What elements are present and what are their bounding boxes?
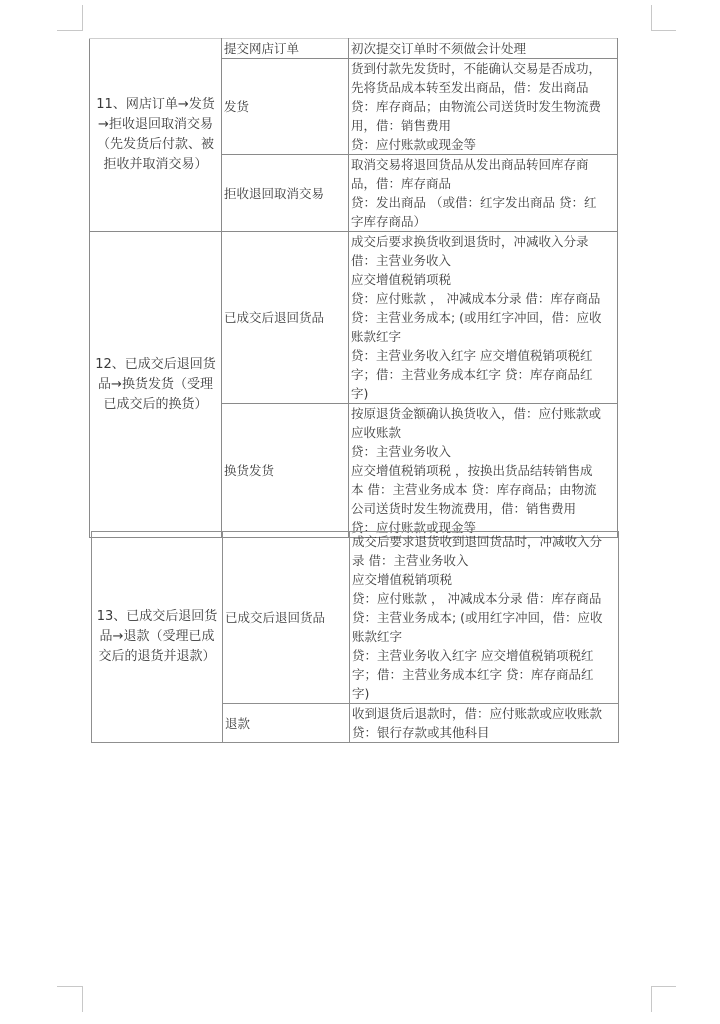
step-cell: 发货 [222,59,349,155]
description-cell [349,59,618,155]
corner-mark-top-right-v [651,5,652,31]
desc-line: 应交增值税销项税 [352,572,453,587]
corner-mark-bottom-right-h [651,986,676,987]
case-line: 已成交后的换货） [103,396,208,412]
desc-line: 成交后要求换货收到退货时，冲减收入分录 [351,234,589,249]
corner-mark-bottom-left-v [82,986,83,1012]
description-cell [350,532,619,704]
desc-line: 录 借：主营业务收入 [352,553,469,568]
desc-line: 账款红字 [351,329,402,344]
desc-line: 成交后要求退货收到退回货品时，冲减收入分 [352,534,603,549]
corner-mark-top-left-v [82,5,83,31]
desc-line: 初次提交订单时不须做会计处理 [351,41,527,56]
accounting-table-upper [89,38,618,538]
desc-line: 应收账款 [351,425,402,440]
step-cell: 换货发货 [222,404,349,538]
desc-line: 贷：应付账款或现金等 [351,137,477,152]
description-cell [349,404,618,538]
accounting-table-lower [91,531,619,743]
desc-line: 按原退货金额确认换货收入，借：应付账款或 [351,406,602,421]
desc-line: 字；借：主营业务成本红字 贷：库存商品红 [352,667,594,682]
desc-line: 字库存商品） [351,214,427,229]
corner-mark-top-left-h [57,30,83,31]
desc-line: 贷：主营业务收入红字 应交增值税销项税红 [351,348,593,363]
desc-line: 公司送货时发生物流费用，借：销售费用 [351,501,577,516]
case-13-cell [92,532,223,743]
desc-line: 收到退货后退款时，借：应付账款或应收账款 [352,706,603,721]
desc-line: 贷：主营业务收入 [351,444,452,459]
case-line: 12、已成交后退回货 [95,356,216,372]
description-cell [349,39,618,59]
step-cell: 拒收退回取消交易 [222,155,349,232]
description-cell [350,704,619,743]
corner-mark-bottom-right-v [651,986,652,1012]
case-line: 品→退款（受理已成 [99,629,215,644]
description-cell [349,232,618,404]
step-cell: 提交网店订单 [222,39,349,59]
desc-line: 账款红字 [352,629,403,644]
desc-line: 借：主营业务收入 [351,253,452,268]
case-line: 11、网店订单→发货 [96,97,215,112]
table-row [92,532,619,704]
desc-line: 贷：发出商品 （或借：红字发出商品 贷：红 [351,195,597,210]
description-cell [349,155,618,232]
desc-line: 贷：应付账款 ， 冲减成本分录 借：库存商品 [351,291,601,306]
desc-line: 品，借：库存商品 [351,176,452,191]
desc-line: 贷：应付账款 ， 冲减成本分录 借：库存商品 [352,591,602,606]
case-line: 品→换货发货（受理 [98,376,213,392]
desc-line: 本 借：主营业务成本 贷：库存商品；由物流 [351,482,597,497]
corner-mark-top-right-h [651,30,676,31]
table-row [90,232,618,404]
desc-line: 取消交易将退回货品从发出商品转回库存商 [351,157,589,172]
desc-line: 贷：银行存款或其他科目 [352,725,490,740]
step-cell: 已成交后退回货品 [222,232,349,404]
desc-line: 字) [352,686,370,701]
case-line: 13、已成交后退回货 [96,609,218,624]
desc-line: 贷：库存商品；由物流公司送货时发生物流费 [351,99,602,114]
desc-line: 贷：主营业务成本; (或用红字冲回，借：应收 [351,310,602,325]
desc-line: 贷：主营业务收入红字 应交增值税销项税红 [352,648,594,663]
desc-line: 字；借：主营业务成本红字 贷：库存商品红 [351,367,593,382]
desc-line: 字) [351,386,369,401]
desc-line: 应交增值税销项税 [351,272,452,287]
desc-line: 用，借：销售费用 [351,118,452,133]
desc-line: 贷：应付账款或现金等 [351,520,477,535]
desc-line: 先将货品成本转至发出商品，借：发出商品 [351,80,589,95]
case-11-cell [90,39,222,232]
desc-line: 贷：主营业务成本; (或用红字冲回，借：应收 [352,610,603,625]
desc-line: 货到付款先发货时，不能确认交易是否成功， [351,61,602,76]
case-line: →拒收退回取消交易 [98,117,213,132]
case-line: （先发货后付款、被 [96,137,214,152]
step-cell: 退款 [223,704,350,743]
step-cell: 已成交后退回货品 [223,532,350,704]
corner-mark-bottom-left-h [57,986,83,987]
table-row [90,39,618,59]
case-line: 交后的退货并退款） [98,649,216,664]
case-line: 拒收并取消交易） [103,157,208,172]
case-12-cell [90,232,222,538]
desc-line: 应交增值税销项税 ，按换出货品结转销售成 [351,463,593,478]
